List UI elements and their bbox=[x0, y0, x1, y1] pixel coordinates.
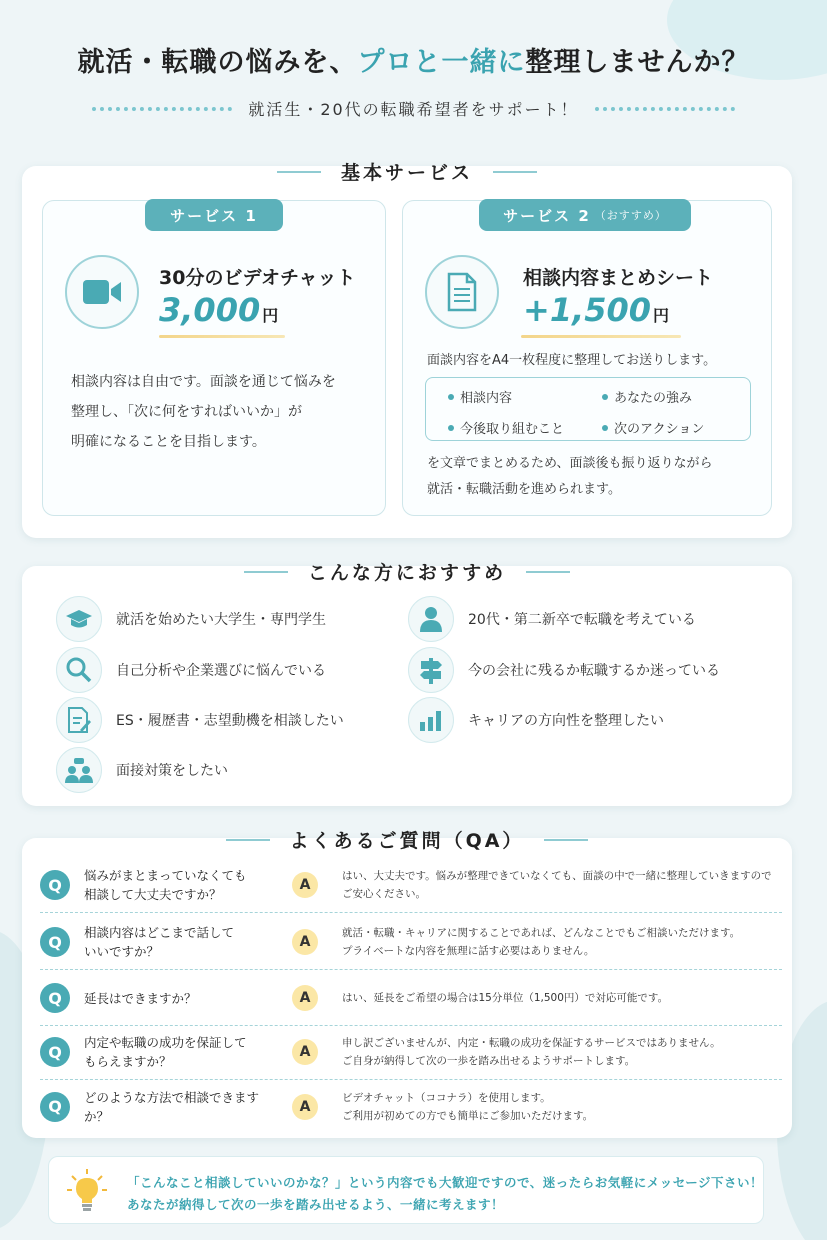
answer-text: はい、延長をご希望の場合は15分単位（1,500円）で対応可能です。 bbox=[342, 992, 669, 1004]
question-text: 内定や転職の成功を保証して もらえますか？ bbox=[84, 1035, 247, 1069]
recommend-card bbox=[22, 562, 792, 806]
page-subtitle: 就活生・20代の転職希望者をサポート！ bbox=[248, 100, 579, 119]
a-badge: A bbox=[292, 1039, 318, 1065]
service-1-description: 相談内容は自由です。面談を通じて悩みを 整理し、「次に何をすればいいか」が 明確になることを目指します。 bbox=[71, 374, 336, 450]
service-1-price: 3,000 円 bbox=[159, 291, 279, 329]
recommend-item: キャリアの方向性を整理したい bbox=[408, 697, 664, 743]
a-badge: A bbox=[292, 985, 318, 1011]
q-badge: Q bbox=[40, 1092, 70, 1122]
question-text: どのような方法で相談できますか？ bbox=[84, 1089, 260, 1124]
service-2-price: +1,500 円 bbox=[523, 291, 670, 329]
footer-message-box bbox=[48, 1156, 764, 1224]
person-icon bbox=[408, 596, 454, 642]
q-badge: Q bbox=[40, 1037, 70, 1067]
a-badge: A bbox=[292, 1094, 318, 1120]
qa-item bbox=[40, 1025, 782, 1080]
summary-point: 今後取り組むこと bbox=[448, 415, 588, 440]
light-bulb-icon bbox=[67, 1169, 107, 1217]
page-header bbox=[0, 40, 827, 120]
recommend-section-title: こんな方におすすめ bbox=[22, 558, 792, 585]
answer-text: ビデオチャット（ココナラ）を使用します。 ご利用が初めての方でも簡単にご参加いただけます。 bbox=[342, 1091, 594, 1122]
service-2-name: 相談内容まとめシート bbox=[523, 267, 714, 289]
page-title: 就活・転職の悩みを、プロと一緒に整理しませんか？ bbox=[77, 47, 750, 78]
a-badge: A bbox=[292, 929, 318, 955]
question-text: 延長はできますか？ bbox=[84, 990, 197, 1006]
services-card bbox=[22, 162, 792, 538]
qa-item bbox=[40, 915, 782, 970]
services-section-title: 基本サービス bbox=[22, 158, 792, 185]
recommend-item: 20代・第二新卒で転職を考えている bbox=[408, 596, 696, 642]
service-2-tab: サービス 2 （おすすめ） bbox=[479, 199, 691, 231]
summary-points-box bbox=[425, 377, 751, 441]
qa-card bbox=[22, 830, 792, 1138]
title-accent: プロと一緒に bbox=[357, 47, 526, 78]
signpost-icon bbox=[408, 647, 454, 693]
recommend-item: 自己分析や企業選びに悩んでいる bbox=[56, 647, 326, 693]
price-underline bbox=[159, 335, 285, 338]
qa-item bbox=[40, 971, 782, 1026]
service-2-description: 面談内容をA4一枚程度に整理してお送りします。 bbox=[427, 353, 717, 368]
service-1-panel bbox=[42, 200, 386, 516]
service-1-tab: サービス 1 bbox=[145, 199, 283, 231]
bar-chart-icon bbox=[408, 697, 454, 743]
document-edit-icon bbox=[56, 697, 102, 743]
question-text: 相談内容はどこまで話して いいですか？ bbox=[84, 925, 235, 959]
answer-text: はい、大丈夫です。悩みが整理できていなくても、面談の中で一緒に整理していきますので ご安心ください。 bbox=[342, 870, 772, 900]
q-badge: Q bbox=[40, 983, 70, 1013]
q-badge: Q bbox=[40, 870, 70, 900]
answer-text: 就活・転職・キャリアに関することであれば、どんなことでもご相談いただけます。 プライベートな内容を無理に話す必要はありません。 bbox=[342, 927, 741, 957]
recommend-item: ES・履歴書・志望動機を相談したい bbox=[56, 697, 344, 743]
recommend-item: 就活を始めたい大学生・専門学生 bbox=[56, 596, 326, 642]
interview-icon bbox=[56, 747, 102, 793]
qa-section-title: よくあるご質問（QA） bbox=[22, 826, 792, 853]
service-1-name: 30分のビデオチャット bbox=[159, 267, 356, 289]
footer-message: 「こんなこと相談していいのかな？」という内容でも大歓迎ですので、迷ったらお気軽にメッセージ下さい！ あなたが納得して次の一歩を踏み出せるよう、一緒に考えます！ bbox=[127, 1175, 764, 1212]
document-icon bbox=[425, 255, 499, 329]
qa-item bbox=[40, 1079, 782, 1134]
magnifier-icon bbox=[56, 647, 102, 693]
dotted-divider bbox=[92, 107, 232, 111]
summary-point: あなたの強み bbox=[602, 384, 752, 409]
graduation-cap-icon bbox=[56, 596, 102, 642]
qa-item bbox=[40, 858, 782, 913]
price-underline bbox=[521, 335, 681, 338]
answer-text: 申し訳ございませんが、内定・転職の成功を保証するサービスではありません。 ご自身が納得して次の一歩を踏み出せるようサポートします。 bbox=[342, 1037, 721, 1067]
service-2-panel bbox=[402, 200, 772, 516]
a-badge: A bbox=[292, 872, 318, 898]
recommend-item: 今の会社に残るか転職するか迷っている bbox=[408, 647, 720, 693]
service-2-followup: を文章でまとめるため、面談後も振り返りながら 就活・転職活動を進められます。 bbox=[427, 456, 713, 497]
summary-point: 相談内容 bbox=[448, 384, 588, 409]
video-camera-icon bbox=[65, 255, 139, 329]
recommend-item: 面接対策をしたい bbox=[56, 747, 228, 793]
summary-point: 次のアクション bbox=[602, 415, 752, 440]
dotted-divider bbox=[595, 107, 735, 111]
q-badge: Q bbox=[40, 927, 70, 957]
question-text: 悩みがまとまっていなくても 相談して大丈夫ですか？ bbox=[84, 868, 247, 902]
